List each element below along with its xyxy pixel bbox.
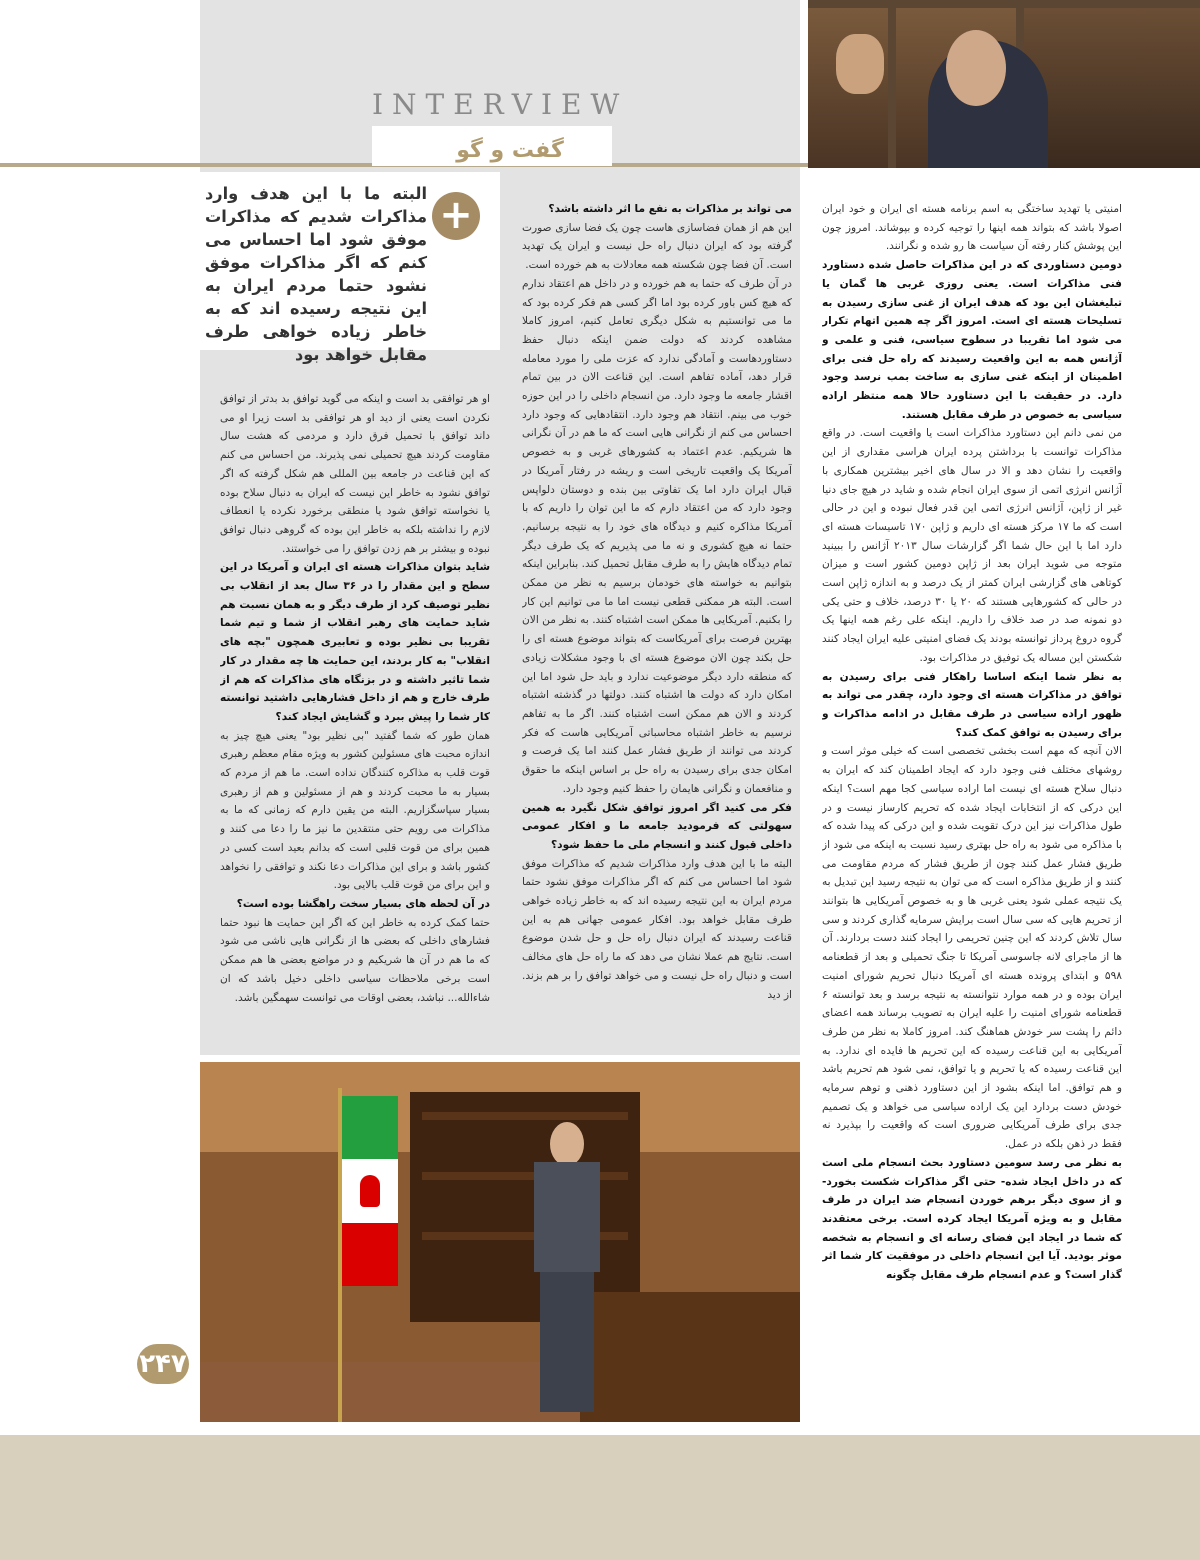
bookcase-shelf	[422, 1112, 628, 1120]
paragraph: الان آنچه که مهم است بخشی تخصصی است که خیلی موثر است و روشهای مختلف فنی وجود دارد که ایجاد اطمینان کند که ایران به دنبال سلاح هسته ای نیست اما اراده سیاسی کجا مهم است؟ اینکه این درکی که از انتخابات ایجاد شده که تحریم کارساز نیست و در طول مذاکرات نیز این درک تقویت شده و این درکی که پیدا شده که با مذاکره می شود به راه حل بهتری رسید نسبت به اینکه می شود از طریق فشار عمل کنند چون از طریق فشار که مردم مقاومت می کنند و از طریق مذاکره است که می توان به نتیجه رسید این تبدیل به یک نتیجه عملی شود یعنی غربی ها و به خصوص آمریکایی ها بتوانند از تحریم هایی که سی سال است برایش سرمایه گذاری کردند و سی سال تلاش کردند که این چنین تحریمی را ایجاد کنند دست بردارند. آن ها از ماجرای لانه جاسوسی آمریکا تا جنگ تحمیلی و بعد از قطعنامه ۵۹۸ و ابتدای پرونده هسته ای آمریکا دنبال تحریم شورای امنیت ایران بوده و در همه موارد نتوانسته به نتیجه برسد و بعد توانسته ۶ قطعنامه شورای امنیت را علیه ایران به تصویب برساند همه اعضای دائم را پشت سر خودش هماهنگ کند. امروز کاملا به نظر من طرف آمریکایی به این قناعت رسیده که این تحریم ها فایده ای ندارد. به این قناعت رسیده که یا تحریم و یا توافق، نمی شود هم تحریم باشد و هم توافق. اما اینکه بشود از این دستاورد ذهنی و توهم سرمایه خودش دست بردارد این یک اراده سیاسی می خواهد و یک تصمیم جدی برای طرف آمریکایی ضروری است که واقعیت را بپذیرد نه فقط در ذهن بلکه در عمل.	[822, 745, 1122, 1151]
article-column-left	[220, 390, 490, 1020]
section-subtitle: گفت و گو	[456, 138, 564, 163]
article-column-right	[822, 200, 1122, 1430]
plus-icon: +	[432, 192, 480, 240]
question: می تواند بر مذاکرات به نفع ما اثر داشته باشد؟	[548, 203, 792, 215]
paragraph: این هم از همان فضاسازی هاست چون یک فضا سازی صورت گرفته بود که ایران دنبال راه حل نیست و ایران یک تهدید است. آن فضا چون شکسته همه معادلات به هم خورده است.	[522, 221, 792, 272]
interviewee-hand	[836, 34, 884, 94]
paragraph: امنیتی یا تهدید ساختگی به اسم برنامه هسته ای ایران و خود ایران اصولا باشد که بتواند همه اینها را توجیه کرده و بپوشاند. امروز چون این پوشش کنار رفته آن سیاست ها رو شده و نگرانند.	[822, 203, 1122, 253]
article-column-middle	[522, 200, 792, 1030]
paragraph: در آن طرف که حتما به هم خورده و در داخل هم اعتقاد ندارم که هیچ کس باور کرده بود اما اگر کسی هم فکر کرده بود که ما می توانستیم به شکل دیگری تعامل کنیم، امروز کاملا مشاهده کردند که دولت ضمن اینکه دنبال حفظ دستاوردهاست و آمادگی ندارد که عزت ملی را مورد معامله قرار دهد، آماده تفاهم است. این قناعت الان در بین تمام اقشار جامعه ما وجود دارد. من انسجام داخلی را در این حوزه خوب می بینم. انتقاد هم وجود دارد. انتقادهایی که وجود دارد احساس می کنم از نگرانی هایی است که ما هم در آن نگرانی ها شریکیم. عدم اعتماد به کشورهای غربی و به خصوص آمریکا یک واقعیت تاریخی است و ریشه در رفتار آمریکا در قبال ایران دارد اما یک تفاوتی بین بنده و دوستان دلواپس وجود دارد که من اعتقاد دارم که ما این توان را داریم که با آمریکا مذاکره کنیم و دیدگاه های خود را به نتیجه برسانیم. حتما نه هیچ کشوری و نه ما می پذیریم که یک طرف دیگر تمام دیدگاه هایش را به طرف مقابل تحمیل کند. بنابراین اینکه بتوانیم به خواسته های خودمان برسیم به نظر من ممکن است. البته هر ممکنی قطعی نیست اما ما می توانیم این کار را بکنیم. آمریکایی ها ممکن است اشتباه کنند. به نظر من الان بهترین فرصت برای آمریکاست که بتواند موضوع هسته ای را حل بکند چون الان موضوع هسته ای با وجود مشکلات زیادی که منطقه دارد دیگر موضوعیت ندارد و باید حل شود اما این امکان دارد که دولت ها اشتباه کنند. دولتها در گذشته اشتباه کردند و الان هم ممکن است اشتباه کنند. اگر ما به تفاهم نرسیم به خاطر اشتباه محاسباتی آمریکایی هاست که فکر کردند می توانند از طریق فشار عمل کنند اما یک فرصت و امکان جدی برای رسیدن به راه حل بر اساس اینکه ما حقوق و منافعمان و نگرانی هایمان را حفظ کنیم وجود دارد.	[522, 277, 792, 795]
bookcase	[410, 1092, 640, 1322]
footer-band	[0, 1435, 1200, 1560]
flag-emblem	[360, 1175, 380, 1207]
interviewee-face	[946, 30, 1006, 106]
portrait-photo	[808, 0, 1200, 168]
desk	[580, 1292, 800, 1422]
wood-panel	[1024, 8, 1200, 168]
section-title: INTERVIEW	[372, 88, 629, 121]
question: دومین دستاوردی که در این مذاکرات حاصل شده دستاورد فنی مذاکرات است. یعنی روزی غربی ها گمان یا تبلیغشان این بود که هدف ایران از غنی سازی رسیدن به تسلیحات هسته ای است. امروز اگر چه همین اتهام تکرار می شود اما تقریبا در سطوح سیاسی، فنی و علمی و آژانس همه به این واقعیت رسیدند که راه حل فنی برای اطمینان از اینکه غنی سازی به ساخت بمب نرسد وجود دارد. در حقیقت با این دستاورد حالا همه منتظر اراده سیاسی به خصوص در طرف مقابل هستند.	[822, 259, 1122, 421]
paragraph: من نمی دانم این دستاورد مذاکرات است یا واقعیت است. در واقع مذاکرات توانست با برداشتن پرده ایران هراسی مقداری از این واقعیت را نشان دهد و الا در سال های اخیر بیشترین همکاری با آژانس انرژی اتمی از سوی ایران انجام شده و شاید در هیچ جای دنیا غیر از ژاپن، آژانس انرژی اتمی این قدر فعال نبوده و این در حالی است که ما ۱۷ مرکز هسته ای داریم و ژاپن ۱۷۰ تاسیسات هسته ای دارد اما با این حال شما اگر گزارشات سال ۲۰۱۳ آژانس را ببینید متوجه می شوید ایران بعد از ژاپن دومین کشور است و میزان کوتاهی های گزارشی ایران کمتر از یک درصد و به اندازه ژاپن است در حالی که کشورهایی هستند که ۲۰ یا ۳۰ درصد، خلاف و حتی یکی دو نمونه صد در صد خلاف را داریم. اینکه علی رغم همه اینها یک گروه دروغ پرداز توانسته بودند یک فضای امنیتی علیه ایران ایجاد کنند شکستن این مساله یک توفیق در مذاکرات بود.	[822, 427, 1122, 664]
pull-quote: البته ما با این هدف وارد مذاکرات شدیم که مذاکرات موفق شود اما احساس می کنم که اگر مذاکرات موفق نشود حتما مردم ایران به این نتیجه رسیده اند که به خاطر زیاده خواهی طرف مقابل خواهد بود	[205, 184, 427, 364]
office-photo	[200, 1062, 800, 1422]
paragraph: او هر توافقی بد است و اینکه می گوید توافق بد بدتر از توافق نکردن است یعنی از دید او هر توافقی بد است زیرا او می داند توافق با تحمیل فرق دارد و مردمی که هشت سال مقاومت کردند هیچ تحمیلی نمی پذیرند. من احساس می کنم که این قناعت در جامعه بین المللی هم شکل گرفته که اگر توافق نشود به خاطر این نیست که ایران به دنبال سلاح بوده یا نخواسته توافق شود یا منطقی برخورد نکرده یا انعطاف لازم را نداشته بلکه به خاطر این بوده که گروهی دنبال توافق نبوده و بیشتر بر هم زدن توافق را می خواستند.	[220, 393, 490, 555]
iran-flag	[342, 1096, 398, 1286]
paragraph: حتما کمک کرده به خاطر این که اگر این حمایت ها نبود حتما فشارهای داخلی که بعضی ها از نگرانی هایی ناشی می شود که ما هم در آن ها شریکیم و در مواضع بعضی ها هم ممکن است برخی ملاحظات سیاسی داخلی دخیل باشد که ان شاءالله... نباشد، بعضی اوقات می توانست سهمگین باشد.	[220, 916, 490, 1004]
question: به نظر شما اینکه اساسا راهکار فنی برای رسیدن به توافق در مذاکرات هسته ای وجود دارد، چقدر می تواند به ظهور اراده سیاسی در طرف مقابل در ادامه مذاکرات و برای رسیدن به توافق کمک کند؟	[822, 670, 1122, 739]
paragraph: همان طور که شما گفتید "بی نظیر بود" یعنی هیچ چیز به اندازه محبت های مسئولین کشور به ویژه مقام معظم رهبری قوت قلب به مذاکره کنندگان نداده است. ما هم از مردم که بسیار به ما محبت کردند و هم از مسئولین و هم از رهبری بسیار سپاسگزاریم. البته من یقین دارم که زمانی که ما به مذاکرات می رویم حتی منتقدین ما نیز ما را دعا می کنند و همین برای من قوت قلبی است که بدانم بعید است کسی در کشور باشد و برای این مذاکرات دعا نکند و توافقی را نخواهد و این برای من قوت قلب بالایی بود.	[220, 729, 490, 892]
standing-person	[530, 1122, 600, 1422]
question: فکر می کنید اگر امروز توافق شکل نگیرد به همین سهولتی که فرمودید جامعه ما و افکار عمومی داخلی قبول کنند و انسجام ملی ما حفظ شود؟	[522, 801, 792, 851]
page-number: ۲۴۷	[137, 1344, 189, 1384]
question: در آن لحظه های بسیار سخت راهگشا بوده است؟	[236, 897, 490, 910]
question: شاید بتوان مذاکرات هسته ای ایران و آمریکا در این سطح و این مقدار را در ۳۶ سال بعد از انقلاب بی نظیر توصیف کرد از طرف دیگر و به همان نسبت هم شاید حمایت های رهبر انقلاب از شما و تیم شما تقریبا بی نظیر بوده و تعابیری همچون "بچه های انقلاب" به کار بردند، این حمایت ها چه مقدار در کار شما تاثیر داشته و در بزنگاه های مذاکرات که هم از طرف خارج و هم از داخل فشارهایی داشتید توانسته کار شما را پیش ببرد و گشایش ایجاد کند؟	[220, 561, 490, 723]
question: به نظر می رسد سومین دستاورد بحث انسجام ملی است که در داخل ایجاد شده- حتی اگر مذاکرات شکست بخورد- و از سوی دیگر برهم خوردن انسجام ضد ایران در طرف مقابل و به ویژه آمریکا ایجاد کرده است. برخی معتقدند که شما در ایجاد این فضای رسانه ای و انسجام به شخصه موثر بودید. آیا این انسجام داخلی در موفقیت کار شما اثر گذار است؟ و عدم انسجام طرف مقابل چگونه	[822, 1156, 1122, 1282]
paragraph: البته ما با این هدف وارد مذاکرات شدیم که مذاکرات موفق شود اما احساس می کنم که اگر مذاکرات موفق نشود حتما مردم ایران به این نتیجه رسیده اند که به خاطر زیاده خواهی طرف مقابل خواهد بود. افکار عمومی جهانی هم به این قناعت رسیدند که ایران دنبال راه حل و حل شدن موضوع است. نتایج هم عملا نشان می دهد که ما راه حل های مخالف است و دنبال راه حل نیست و می خواهد توافق را بر هم بزند. از دید	[522, 857, 792, 1001]
